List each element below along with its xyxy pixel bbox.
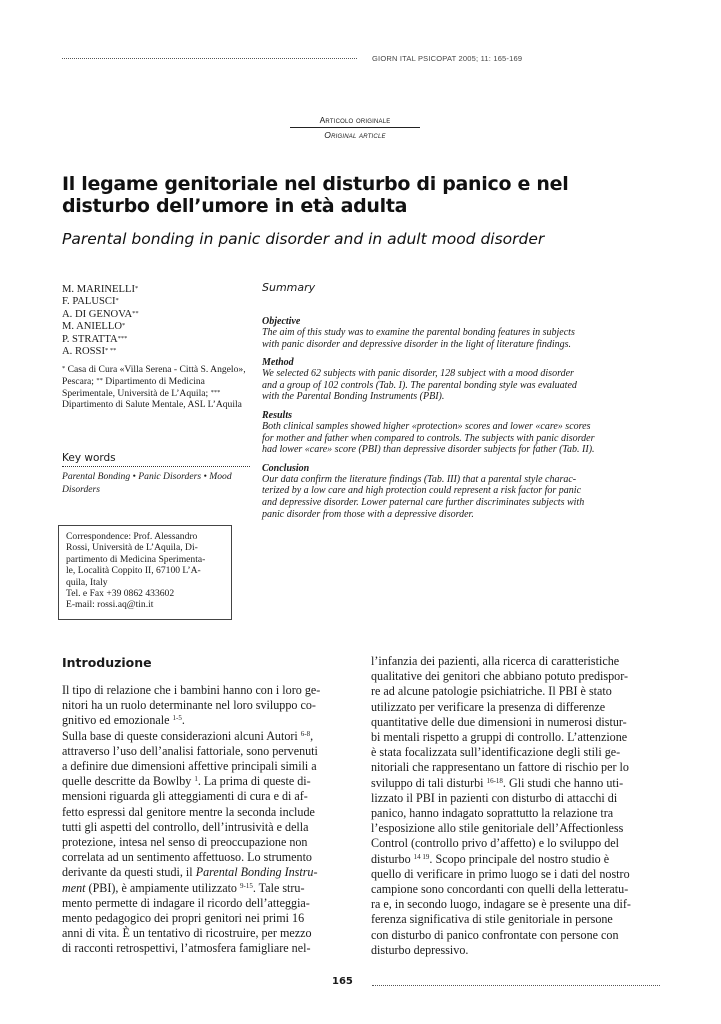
article-title: Il legame genitoriale nel disturbo di panico e nel disturbo dell’umore in età adulta <box>62 173 569 217</box>
correspondence-line: le, Località Coppito II, 67100 L’A- <box>66 565 201 577</box>
author: M. ANIELLO* <box>62 321 126 333</box>
intro-line: anni di vita. È un tentativo di ricostruire, per mezzo <box>62 926 312 941</box>
intro-line: tutti gli aspetti del controllo, dell’intrusività e della <box>62 819 309 834</box>
objective-line: with panic disorder and depressive disorder in the light of literature findings. <box>262 338 572 350</box>
intro-left-column <box>62 683 349 957</box>
intro-line: lizzato il PBI in pazienti con disturbo di attacchi di <box>371 790 618 805</box>
intro-line: Il tipo di relazione che i bambini hanno con i loro ge- <box>62 683 321 697</box>
intro-line: quello di verificare in primo luogo se i dati del nostro <box>371 866 630 881</box>
intro-line: re ad alcune patologie psichiatriche. Il PBI è stato <box>371 684 612 699</box>
intro-line: mensioni riguarda gli atteggiamenti di cura e di af- <box>62 789 308 804</box>
intro-line: ra e, in secondo luogo, indagare se è presente una dif- <box>371 897 631 912</box>
keywords-rule <box>62 466 250 467</box>
correspondence-email: E-mail: rossi.aq@tin.it <box>66 599 154 611</box>
conclusion-line: terized by a low care and high protection could represent a risk factor for panic <box>262 485 582 497</box>
intro-line: derivante da questi studi, il Parental Bonding Instru- <box>62 865 318 880</box>
intro-line: l’infanzia dei pazienti, alla ricerca di caratteristiche <box>371 654 620 668</box>
article-type-en: Original article <box>324 130 386 140</box>
intro-right-column <box>371 654 660 958</box>
correspondence-line: partimento di Medicina Sperimenta- <box>66 553 206 565</box>
intro-line: l’esposizione allo stile genitoriale dell’Affectionless <box>371 821 624 836</box>
affiliation: * Casa di Cura «Villa Serena - Città S. Angelo», Pescara; ** Dipartimento di Medicina Sperimentale, Università de L’Aquila; *** Dipartimento di Salute Mentale, ASL L’Aquila <box>62 364 246 411</box>
intro-line: disturbo $^{14 19}$. Scopo principale del nostro studio è <box>371 851 610 866</box>
correspondence-line: Correspondence: Prof. Alessandro <box>66 531 198 542</box>
intro-line: sviluppo di tali disturbi $^{16-18}$. Gli studi che hanno uti- <box>371 775 624 790</box>
summary-heading: Summary <box>262 281 316 294</box>
conclusion-line: Our data confirm the literature findings (Tab. III) that a parental style charac- <box>262 473 577 485</box>
keywords-heading: Key words <box>62 452 116 464</box>
conclusion-line: panic disorder from those with a depressive disorder. <box>262 508 474 520</box>
objective-line: The aim of this study was to examine the parental bonding features in subjects <box>262 327 575 338</box>
author-list <box>62 284 262 358</box>
intro-line: nitori ha un ruolo determinante nel loro sviluppo co- <box>62 698 316 713</box>
correspondence-line: Tel. e Fax +39 0862 433602 <box>66 588 175 600</box>
article-type-it: Articolo originale <box>319 115 391 125</box>
author: A. DI GENOVA** <box>62 308 139 320</box>
footer-rule <box>372 985 660 986</box>
results-line: had lower «care» score (PBI) than depressive disorder subjects for father (Tab. II). <box>262 444 595 456</box>
page-number: 165 <box>332 976 353 987</box>
intro-line: Sulla base di queste considerazioni alcuni Autori $^{6-8}$, <box>62 728 314 743</box>
intro-line: a definire due dimensioni affettive principali simili a <box>62 759 317 774</box>
intro-line: mento pedagogico dei propri genitori nei primi 16 <box>62 911 305 926</box>
intro-line: qualitative dei genitori che abbiano potuto predispor- <box>371 669 629 684</box>
intro-line: protezione, intesa nel senso di preoccupazione non <box>62 835 308 850</box>
intro-line: ment (PBI), è ampiamente utilizzato $^{9-15}$. Tale stru- <box>62 880 305 895</box>
intro-line: bi mentali rispetto a gruppi di controllo. L’attenzione <box>371 730 628 745</box>
intro-line: quantitative delle due dimensioni in numerosi distur- <box>371 714 627 729</box>
intro-line: nitoriali che rappresentano un fattore di rischio per lo <box>371 760 629 775</box>
intro-line: di racconti retrospettivi, l’atmosfera famigliare nel- <box>62 941 311 956</box>
intro-line: è stata focalizzata sull’identificazione degli stili ge- <box>371 745 621 760</box>
intro-line: correlata ad un sentimento affettuoso. Lo strumento <box>62 850 312 865</box>
author: M. MARINELLI* <box>62 284 139 295</box>
header-rule <box>62 58 357 59</box>
intro-line: ferenza significativa di stile genitoriale in persone <box>371 912 613 927</box>
article-type-rule <box>290 127 420 128</box>
intro-line: utilizzato per verificare la presenza di differenze <box>371 699 606 714</box>
intro-line: Control (controllo privo d’affetto) e lo sviluppo del <box>371 836 619 851</box>
author: F. PALUSCI* <box>62 296 119 308</box>
article-subtitle: Parental bonding in panic disorder and in adult mood disorder <box>62 230 545 248</box>
intro-line: gnitivo ed emozionale $^{1-5}$. <box>62 713 185 728</box>
correspondence-box <box>58 525 232 620</box>
intro-line: disturbo depressivo. <box>371 942 469 957</box>
intro-line: quelle descritte da Bowlby $^1$. La prima di queste di- <box>62 774 311 789</box>
correspondence-line: Rossi, Università de L’Aquila, Di- <box>66 542 198 554</box>
author: A. ROSSI* ** <box>62 346 117 358</box>
section-heading-results: Results <box>262 409 293 421</box>
keywords-text: Parental Bonding • Panic Disorders • Mood Disorders <box>62 471 232 495</box>
intro-line: mento permette di indagare il ricordo dell’atteggia- <box>62 895 310 910</box>
journal-citation: GIORN ITAL PSICOPAT 2005; 11: 165-169 <box>372 54 523 63</box>
intro-line: con disturbo di panico confrontate con persone con <box>371 927 619 942</box>
section-heading-conclusion: Conclusion <box>262 462 310 474</box>
section-heading-objective: Objective <box>262 316 301 327</box>
correspondence-line: quila, Italy <box>66 576 108 588</box>
section-heading-method: Method <box>262 357 294 369</box>
method-line: and a group of 102 controls (Tab. I). The parental bonding style was evaluated <box>262 379 577 391</box>
method-line: with the Parental Bonding Instruments (PBI). <box>262 391 445 403</box>
results-line: for mother and father when compared to controls. The subjects with panic disorder <box>262 432 595 444</box>
intro-line: panico, hanno indagato soprattutto la relazione tra <box>371 806 614 821</box>
intro-line: fetto espressi dal genitore mentre la seconda include <box>62 804 315 819</box>
author: P. STRATTA*** <box>62 333 128 345</box>
intro-line: campione sono concordanti con quelli della letteratu- <box>371 882 629 897</box>
intro-line: attraverso l’uso dell’analisi fattoriale, sono pervenuti <box>62 743 318 758</box>
conclusion-line: and depressive disorder. Lower paternal care further discriminates subjects with <box>262 496 585 508</box>
method-line: We selected 62 subjects with panic disorder, 128 subject with a mood disorder <box>262 368 574 380</box>
intro-heading: Introduzione <box>62 655 152 670</box>
summary-body <box>262 316 660 520</box>
results-line: Both clinical samples showed higher «protection» scores and lower «care» scores <box>262 420 591 432</box>
